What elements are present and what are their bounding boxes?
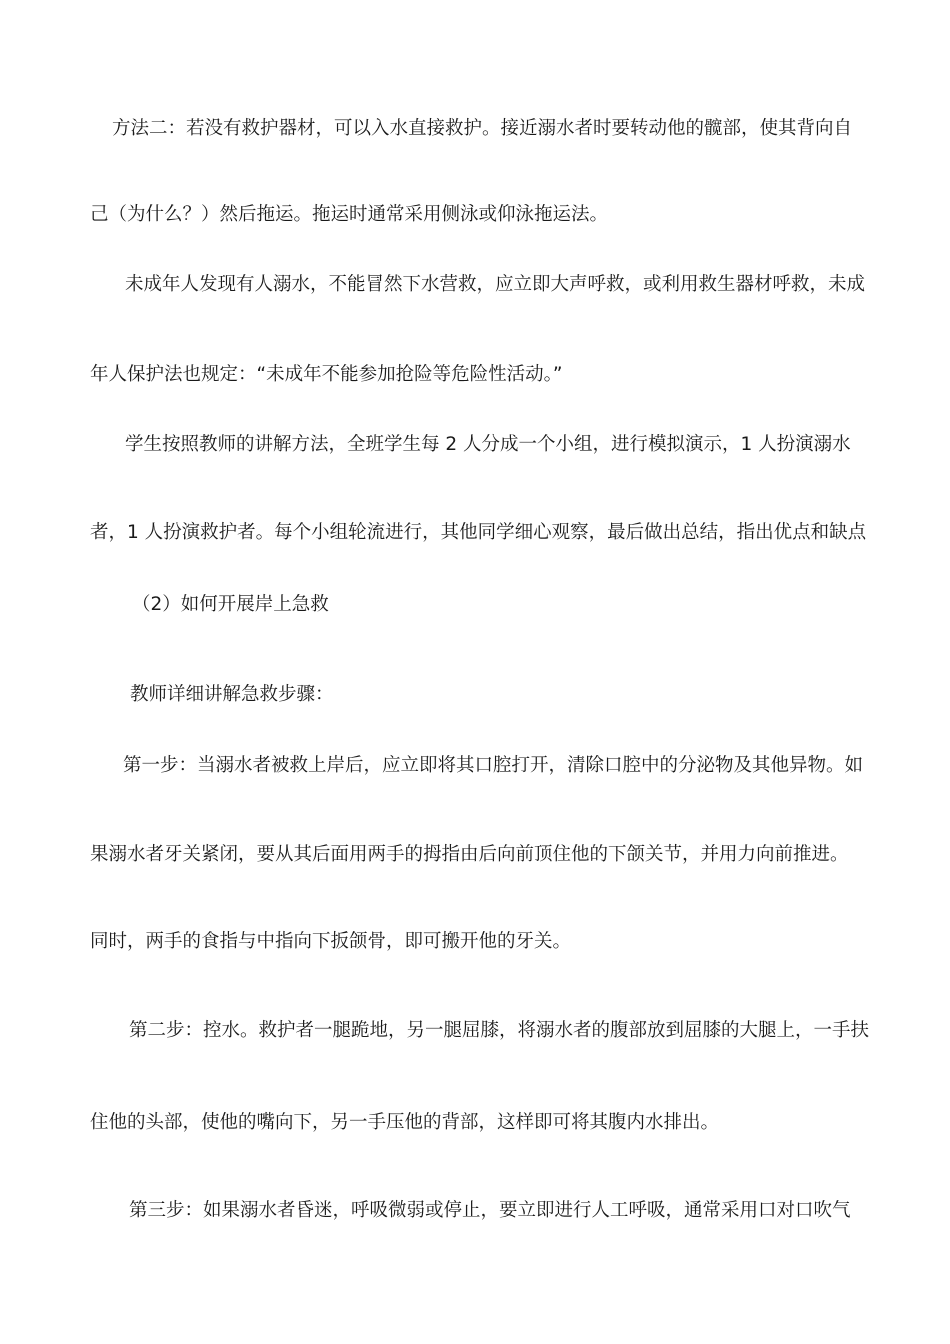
paragraph-line-minor-law: 年人保护法也规定：“未成年不能参加抢险等危险性活动。”	[90, 364, 563, 385]
paragraph-line-student-practice: 学生按照教师的讲解方法，全班学生每 2 人分成一个小组，进行模拟演示，1 人扮演溺水	[125, 434, 851, 455]
paragraph-line-step-one-end: 同时，两手的食指与中指向下扳颌骨，即可搬开他的牙关。	[90, 931, 572, 952]
paragraph-line-step-two: 第二步：控水。救护者一腿跪地，另一腿屈膝，将溺水者的腹部放到屈膝的大腿上，一手扶	[129, 1020, 870, 1041]
paragraph-line-step-one-cont: 果溺水者牙关紧闭，要从其后面用两手的拇指由后向前顶住他的下颌关节，并用力向前推进。	[90, 844, 849, 865]
paragraph-line-method-two-cont: 己（为什么？）然后拖运。拖运时通常采用侧泳或仰泳拖运法。	[90, 204, 609, 225]
paragraph-line-method-two: 方法二：若没有救护器材，可以入水直接救护。接近溺水者时要转动他的髋部，使其背向自	[112, 118, 853, 139]
paragraph-line-step-three: 第三步：如果溺水者昏迷，呼吸微弱或停止，要立即进行人工呼吸，通常采用口对口吹气	[129, 1200, 851, 1221]
section-heading-shore-aid: （2）如何开展岸上急救	[132, 594, 329, 615]
paragraph-line-step-one: 第一步：当溺水者被救上岸后，应立即将其口腔打开，清除口腔中的分泌物及其他异物。如	[123, 755, 864, 776]
paragraph-line-practice-cont: 者，1 人扮演救护者。每个小组轮流进行，其他同学细心观察，最后做出总结，指出优点和缺点	[90, 522, 867, 543]
paragraph-line-minor-warning: 未成年人发现有人溺水，不能冒然下水营救，应立即大声呼救，或利用救生器材呼救，未成	[125, 274, 866, 295]
paragraph-line-teacher-explains: 教师详细讲解急救步骤：	[130, 684, 334, 705]
paragraph-line-step-two-cont: 住他的头部，使他的嘴向下，另一手压他的背部，这样即可将其腹内水排出。	[90, 1112, 720, 1133]
